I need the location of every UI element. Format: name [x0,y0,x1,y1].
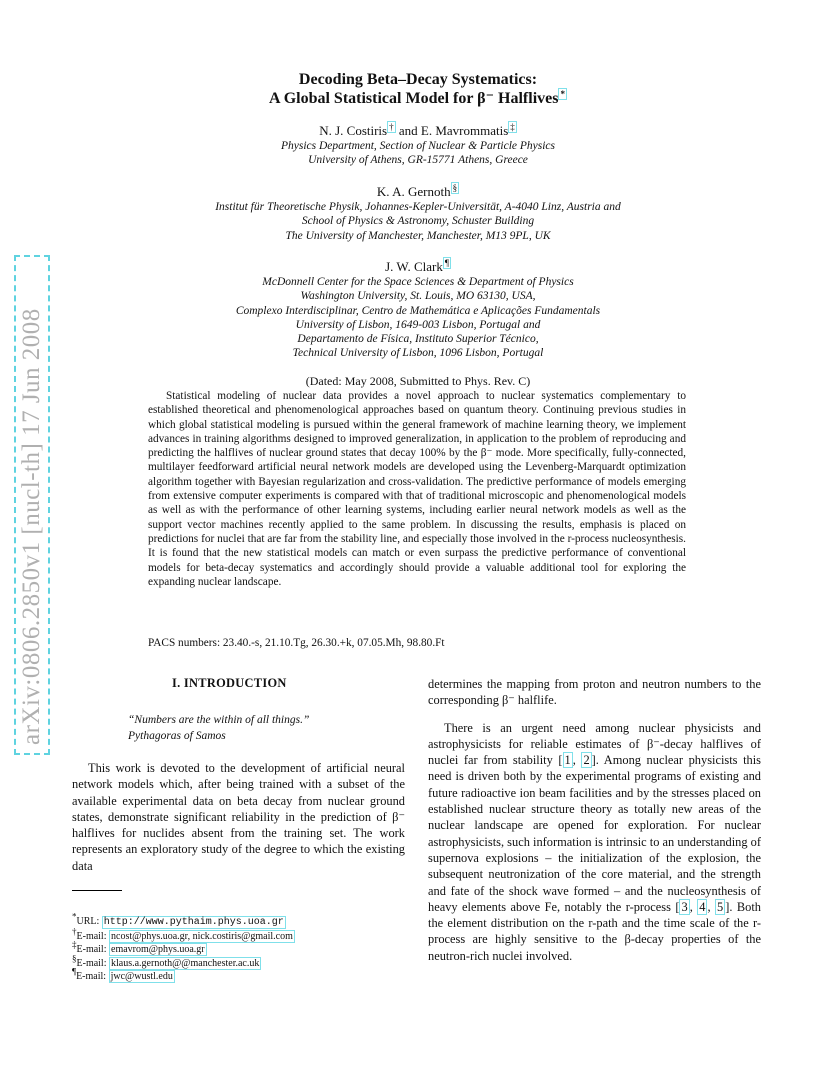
paragraph: This work is devoted to the development of artificial neural network models which, after being trained with a subset of the available experimental data on beta decay from nuclear ground states, demonstrate significant reliability in the prediction of β⁻ halflives for nuclides absent from the training set. The work represents an exploratory study of the degree to which the existing data [72,761,405,873]
affil-line: Washington University, St. Louis, MO 63130, USA, [300,290,536,303]
affil-line: Institut für Theoretische Physik, Johannes-Kepler-Universität, A-4040 Linz, Austria and [215,201,621,213]
affiliation-2 [120,200,716,243]
epigraph-text: “Numbers are the within of all things.” [128,714,310,726]
pacs-numbers: PACS numbers: 23.40.-s, 21.10.Tg, 26.30.+k, 07.05.Mh, 98.80.Ft [148,637,445,649]
affil-line: McDonnell Center for the Space Sciences & Department of Physics [262,276,574,288]
left-column [72,760,405,874]
email-link[interactable]: ncost@phys.uoa.gr, nick.costiris@gmail.com [111,930,293,942]
citation-link[interactable]: 2 [583,753,590,768]
author-block-3: J. W. Clark ¶ [385,257,449,274]
footnote: ¶E-mail: jwc@wustl.edu [72,966,173,982]
paper-title [120,70,716,108]
affiliation-3 [120,275,716,361]
footnote-mark[interactable]: † [389,121,394,132]
citation-link[interactable]: 4 [699,899,706,914]
affil-line: Departamento de Física, Instituto Superior Técnico, [297,333,539,346]
footnote: ‡E-mail: emavrom@phys.uoa.gr [72,939,205,955]
author-block-2: K. A. Gernoth § [376,182,458,199]
abstract: Statistical modeling of nuclear data provides a novel approach to nuclear systematics complementary to established theoretical and phenomenological approaches based on quantum theory. Continuing previous studies in which global statistical modeling is pursued within the general framework of machine learning theory, we implement advances in training algorithms designed to improved generalization, in application to the problem of reproducing and predicting the halflives of nuclear ground states that decay 100% by the β⁻ mode. More specifically, fully-connected, multilayer feedforward artificial neural network models are developed using the Levenberg-Marquardt optimization algorithm together with Bayesian regularization and cross-validation. The predictive performance of models emerging from extensive computer experiments is compared with that of traditional microscopic and phenomenological models as well as with the performance of other learning systems, including earlier neural network models as well as the support vector machines recently applied to the same problem. In discussing the results, emphasis is placed on predictions for nuclei that are far from the stability line, and especially those involved in the r-process nucleosynthesis. It is found that the new statistical models can match or even surpass the predictive performance of conventional models for beta-decay systematics and accordingly should provide a valuable additional tool for exploring the expanding nuclear landscape. [148,390,686,588]
footnotes [72,911,295,984]
citation-link[interactable]: 3 [681,899,688,914]
epigraph [128,712,309,744]
email-link[interactable]: emavrom@phys.uoa.gr [111,944,205,955]
footnote-mark[interactable]: § [452,182,458,193]
citation-link[interactable]: 5 [717,899,724,914]
author-block-1: N. J. Costiris † and E. Mavrommatis ‡ [319,121,515,138]
title-line-2: A Global Statistical Model for β⁻ Halflives * [269,88,565,107]
affil-line: Physics Department, Section of Nuclear & Particle Physics [280,140,556,152]
footnote: *URL: http://www.pythaim.phys.uoa.gr [72,911,284,928]
footnote: †E-mail: ncost@phys.uoa.gr, nick.costiris@gmail.com [72,926,293,942]
affil-line: Complexo Interdisciplinar, Centro de Mathemática e Aplicações Fundamentals [235,304,601,317]
epigraph-source: Pythagoras of Samos [128,730,226,742]
footnote-rule [72,890,122,891]
footnote-mark[interactable]: ¶ [444,257,449,268]
affil-line: University of Athens, GR-15771 Athens, Greece [308,154,528,167]
title-footnote-mark[interactable]: * [560,88,565,99]
url-link[interactable]: http://www.pythaim.phys.uoa.gr [103,917,284,928]
paragraph: There is an urgent need among nuclear physicists and astrophysicists for reliable estimates of β⁻-decay halflives of nuclei far from stability [ 1 , 2 ]. Among nuclear physicists this need is driven both by the experimental programs of existing and future radioactive ion beam facilities and by the stresses placed on established nuclear structure theory as totally new areas of the nuclear landscape are opened for exploration. For nuclear astrophysicists, such information is intrinsic to an understanding of supernova explosions – the initialization of the explosion, the subsequent neutronization of the core material, and the strength and fate of the shock wave formed – and the nucleosynthesis of heavy elements above Fe, notably the r-process [ 3 , 4 , 5 ]. Both the element distribution on the r-path and the time scale of the r-process are highly sensitive to the β-decay properties of the neutron-rich nuclei involved. [428,720,761,963]
email-link[interactable]: jwc@wustl.edu [110,971,173,982]
arxiv-identifier[interactable]: arXiv:0806.2850v1 [nucl-th] 17 Jun 2008 [18,308,45,745]
right-column [428,676,761,964]
dated-line: (Dated: May 2008, Submitted to Phys. Rev. C) [305,374,531,388]
affil-line: Technical University of Lisbon, 1096 Lisbon, Portugal [292,347,544,360]
affil-line: School of Physics & Astronomy, Schuster Building [301,215,535,228]
title-line-1: Decoding Beta–Decay Systematics: [298,71,538,88]
affil-line: University of Lisbon, 1649-003 Lisbon, Portugal and [295,318,541,331]
affiliation-1 [120,139,716,168]
paragraph: determines the mapping from proton and neutron numbers to the corresponding β⁻ halflife. [428,677,761,708]
email-link[interactable]: klaus.a.gernoth@@manchester.ac.uk [111,957,260,969]
footnote-mark[interactable]: ‡ [510,121,515,132]
affil-line: The University of Manchester, Manchester, M13 9PL, UK [285,229,551,242]
section-heading: I. INTRODUCTION [172,676,287,690]
footnote: §E-mail: klaus.a.gernoth@@manchester.ac.uk [72,953,260,969]
citation-link[interactable]: 1 [564,753,571,768]
